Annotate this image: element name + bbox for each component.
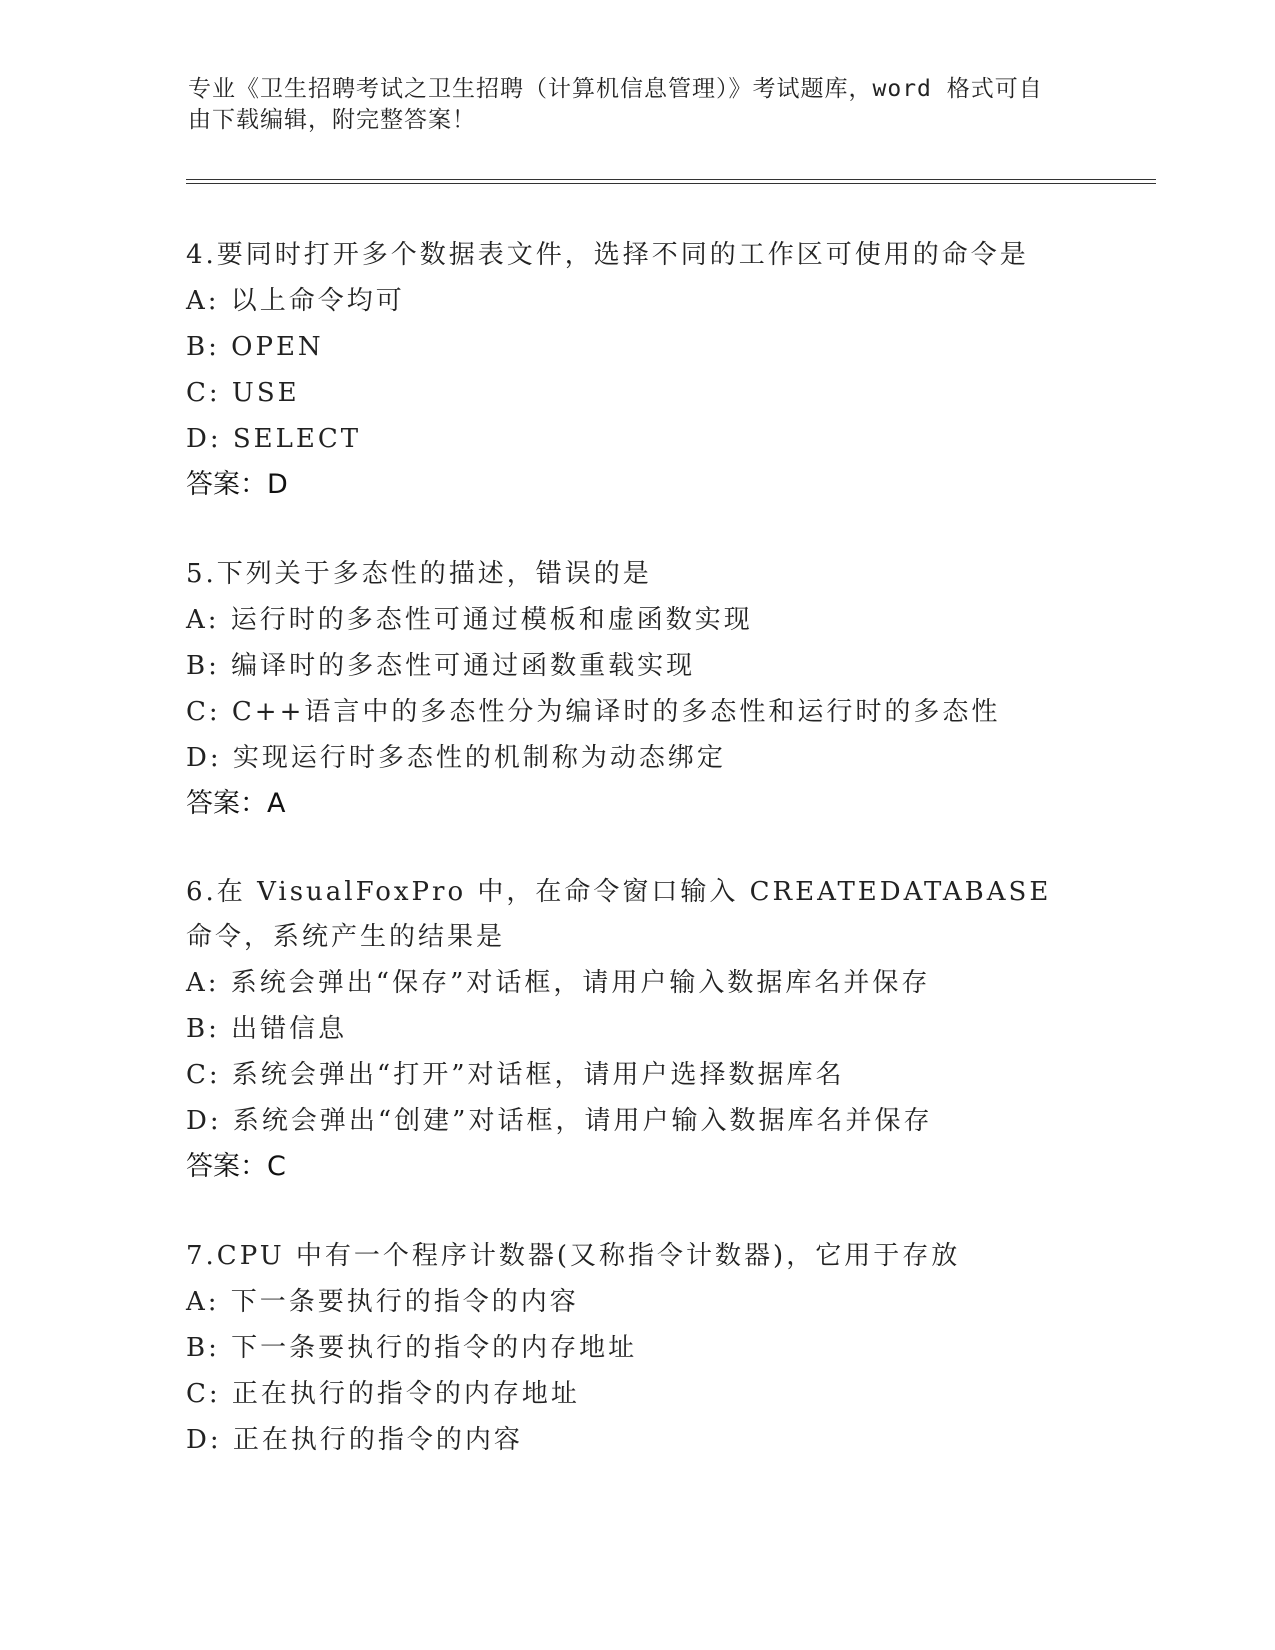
- option-c: C: USE: [186, 378, 300, 408]
- option-d: D: 实现运行时多态性的机制称为动态绑定: [186, 743, 726, 773]
- option-d: D: 正在执行的指令的内容: [186, 1425, 523, 1455]
- option-b: B: 编译时的多态性可通过函数重载实现: [186, 651, 696, 681]
- option-c: C: C++语言中的多态性分为编译时的多态性和运行时的多态性: [186, 697, 1001, 727]
- question-7: [186, 1233, 1086, 1463]
- header-line-2: 由下载编辑，附完整答案！: [188, 107, 476, 133]
- answer: [186, 462, 1086, 508]
- answer-value: C: [267, 1151, 286, 1182]
- option-d: D: 系统会弹出“创建”对话框，请用户输入数据库名并保存: [186, 1106, 933, 1136]
- answer-label: 答案：: [186, 1151, 267, 1182]
- document-header: [188, 74, 1068, 136]
- option-a: A: 运行时的多态性可通过模板和虚函数实现: [186, 605, 753, 635]
- question-5: [186, 551, 1086, 827]
- option-b: B: 下一条要执行的指令的内存地址: [186, 1333, 638, 1363]
- header-line-1: 专业《卫生招聘考试之卫生招聘（计算机信息管理）》考试题库，word 格式可自: [188, 76, 1043, 102]
- answer-label: 答案：: [186, 788, 267, 819]
- option-c: C: 正在执行的指令的内存地址: [186, 1379, 580, 1409]
- option-d: D: SELECT: [186, 424, 362, 454]
- question-6: [186, 870, 1086, 1190]
- option-a: A: 以上命令均可: [186, 286, 405, 316]
- header-divider-bottom: [186, 183, 1156, 184]
- answer-label: 答案：: [186, 469, 267, 500]
- question-title: 7.CPU 中有一个程序计数器(又称指令计数器)，它用于存放: [186, 1241, 961, 1271]
- option-b: B: OPEN: [186, 332, 324, 362]
- option-b: B: 出错信息: [186, 1014, 348, 1044]
- answer-value: D: [267, 469, 288, 500]
- option-a: A: 系统会弹出“保存”对话框，请用户输入数据库名并保存: [186, 968, 931, 998]
- option-c: C: 系统会弹出“打开”对话框，请用户选择数据库名: [186, 1060, 845, 1090]
- question-title: 4.要同时打开多个数据表文件，选择不同的工作区可使用的命令是: [186, 240, 1029, 270]
- header-divider-top: [186, 179, 1156, 180]
- option-a: A: 下一条要执行的指令的内容: [186, 1287, 579, 1317]
- question-4: [186, 232, 1086, 508]
- answer-value: A: [267, 788, 286, 819]
- question-title: 5.下列关于多态性的描述，错误的是: [186, 559, 652, 589]
- answer: [186, 1144, 1086, 1190]
- answer: [186, 781, 1086, 827]
- question-title: 6.在 VisualFoxPro 中，在命令窗口输入 CREATEDATABASE 命令，系统产生的结果是: [186, 877, 1052, 952]
